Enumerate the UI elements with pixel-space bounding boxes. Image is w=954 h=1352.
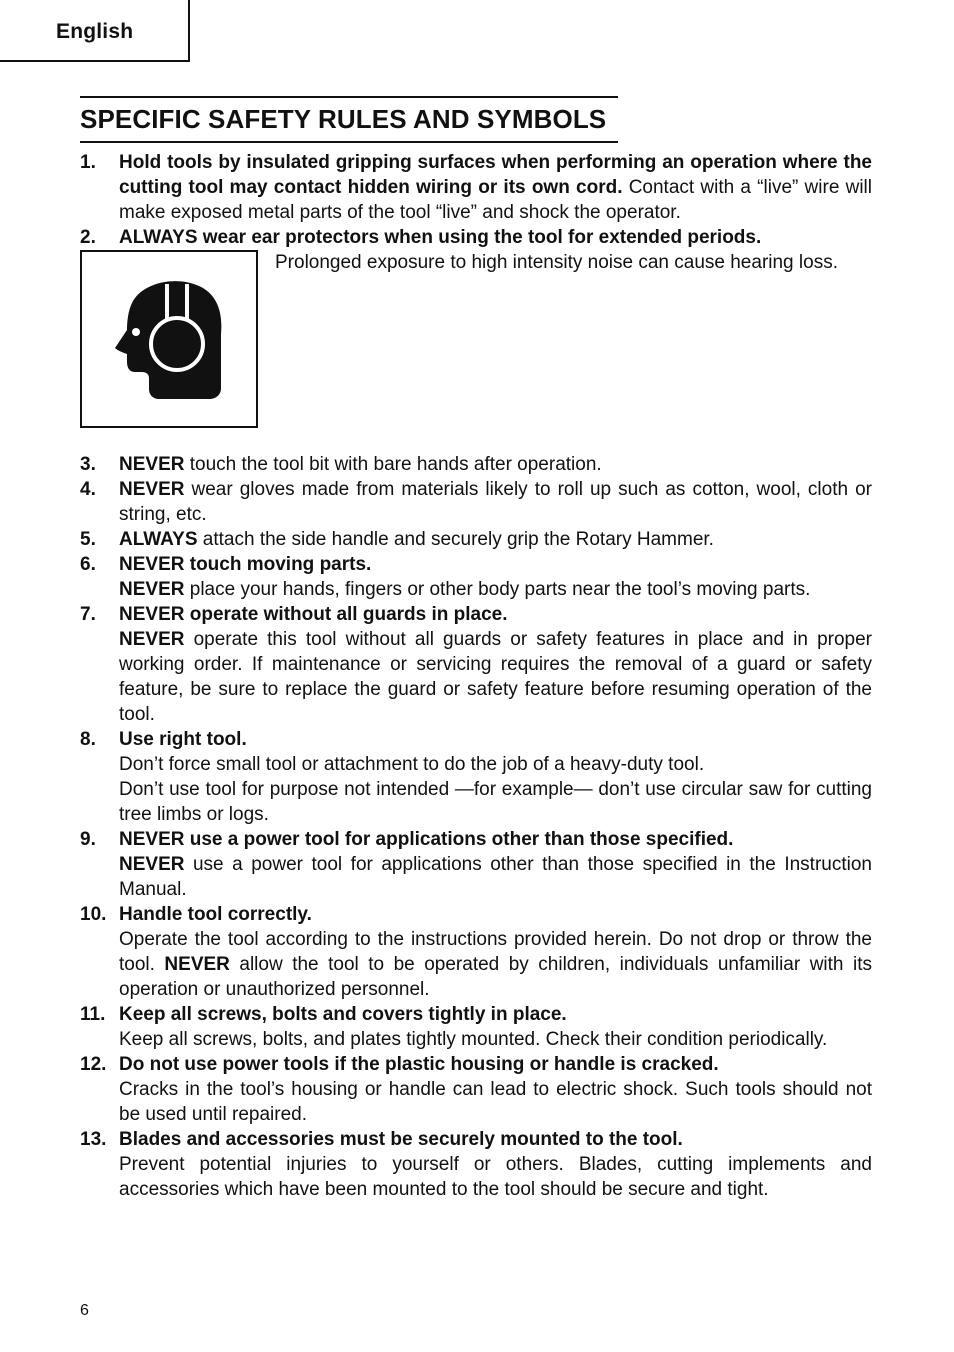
rule-item-5	[80, 527, 872, 552]
rule-item-2	[80, 225, 872, 250]
language-label: English	[56, 20, 134, 43]
rule-text: use a power tool for applications other than those specified in the Instruction Manual.	[119, 854, 872, 900]
rule-text: touch the tool bit with bare hands after operation.	[184, 454, 602, 475]
rule-body	[119, 527, 872, 552]
rule-number: 3.	[80, 454, 96, 475]
rule-number: 5.	[80, 529, 96, 550]
rule-number: 11.	[80, 1004, 106, 1025]
language-tab	[0, 0, 190, 62]
rule-text: place your hands, fingers or other body parts near the tool’s moving parts.	[184, 579, 811, 600]
rule-text-2: allow the tool to be operated by children, individuals unfamiliar with its operation or unauthorized personnel.	[119, 954, 872, 1000]
rule-item-4	[80, 477, 872, 527]
rule-item-10	[80, 902, 872, 1002]
ear-protector-icon	[113, 278, 225, 400]
rule-emphasis: NEVER	[119, 854, 185, 875]
rule-item-6	[80, 552, 872, 602]
rule-body	[119, 225, 872, 250]
rule-heading: Keep all screws, bolts and covers tightly in place.	[119, 1004, 567, 1025]
rule-number: 2.	[80, 227, 96, 248]
rule-text: attach the side handle and securely grip the Rotary Hammer.	[197, 529, 714, 550]
rule-number: 7.	[80, 604, 96, 625]
rule-item-7	[80, 602, 872, 727]
rule-text: operate this tool without all guards or safety features in place and in proper working order. If maintenance or servicing requires the removal of a guard or safety feature, be sure to replace the guard or safety feature before resuming operation of the tool.	[119, 629, 872, 725]
rule-number: 1.	[80, 152, 96, 173]
rule-heading: NEVER touch moving parts.	[119, 554, 372, 575]
ear-protector-symbol	[80, 250, 258, 428]
rule-number: 10.	[80, 904, 107, 925]
rule-body	[119, 477, 872, 527]
rule-heading: Blades and accessories must be securely mounted to the tool.	[119, 1129, 683, 1150]
rule-text-2: Don’t use tool for purpose not intended —for example— don’t use circular saw for cutting tree limbs or logs.	[119, 779, 872, 825]
rule-body	[119, 1002, 872, 1052]
rule-heading: NEVER	[119, 454, 185, 475]
rule-item-12	[80, 1052, 872, 1127]
rule-body	[119, 552, 872, 602]
rule-item-13	[80, 1127, 872, 1202]
rule-text: Keep all screws, bolts, and plates tightly mounted. Check their condition periodically.	[119, 1029, 828, 1050]
rule-heading: Use right tool.	[119, 729, 247, 750]
rule-body	[119, 452, 872, 477]
page-number: 6	[80, 1302, 89, 1319]
ear-protection-row	[80, 250, 872, 428]
rule-heading: NEVER operate without all guards in place.	[119, 604, 508, 625]
rule-body	[119, 602, 872, 727]
rule-item-9	[80, 827, 872, 902]
rule-text: Cracks in the tool’s housing or handle can lead to electric shock. Such tools should not be used until repaired.	[119, 1079, 872, 1125]
rule-number: 12.	[80, 1054, 107, 1075]
rule-heading: ALWAYS wear ear protectors when using the tool for extended periods.	[119, 227, 762, 248]
rule-emphasis: NEVER	[119, 629, 185, 650]
rule-item-8	[80, 727, 872, 827]
rule-heading: Hold tools by insulated gripping surfaces when performing an operation where the cutting tool may contact hidden wiring or its own cord.	[119, 152, 872, 198]
rule-body	[119, 827, 872, 902]
rule-body	[119, 1052, 872, 1127]
rule-item-1	[80, 150, 872, 225]
rule-text: Contact with a “live” wire will make exposed metal parts of the tool “live” and shock the operator.	[119, 177, 872, 223]
rule-text: Prevent potential injuries to yourself or others. Blades, cutting implements and accessories which have been mounted to the tool should be secure and tight.	[119, 1154, 872, 1200]
rule-number: 6.	[80, 554, 96, 575]
rule-number: 13.	[80, 1129, 107, 1150]
rule-item-11	[80, 1002, 872, 1052]
rule-heading: Handle tool correctly.	[119, 904, 312, 925]
rule-text: Don’t force small tool or attachment to do the job of a heavy-duty tool.	[119, 754, 705, 775]
rule-heading: Do not use power tools if the plastic housing or handle is cracked.	[119, 1054, 719, 1075]
rule-text: wear gloves made from materials likely to roll up such as cotton, wool, cloth or string, etc.	[119, 479, 872, 525]
rule-heading: NEVER use a power tool for applications other than those specified.	[119, 829, 734, 850]
rule-text: Prolonged exposure to high intensity noise can cause hearing loss.	[275, 252, 838, 273]
rule-body	[119, 727, 872, 827]
rule-number: 8.	[80, 729, 96, 750]
safety-rules-list	[80, 150, 872, 1202]
rule-item-3	[80, 452, 872, 477]
rule-heading: ALWAYS	[119, 529, 198, 550]
rule-text: Operate the tool according to the instructions provided herein. Do not drop or throw the tool.	[119, 929, 872, 975]
rule-number: 4.	[80, 479, 96, 500]
page-title: SPECIFIC SAFETY RULES AND SYMBOLS	[80, 96, 618, 143]
rule-number: 9.	[80, 829, 96, 850]
rule-heading: NEVER	[119, 479, 185, 500]
rule-emphasis: NEVER	[119, 579, 185, 600]
rule-body	[119, 1127, 872, 1202]
rule-body	[119, 902, 872, 1002]
rule-emphasis: NEVER	[164, 954, 230, 975]
rule-body	[119, 150, 872, 225]
